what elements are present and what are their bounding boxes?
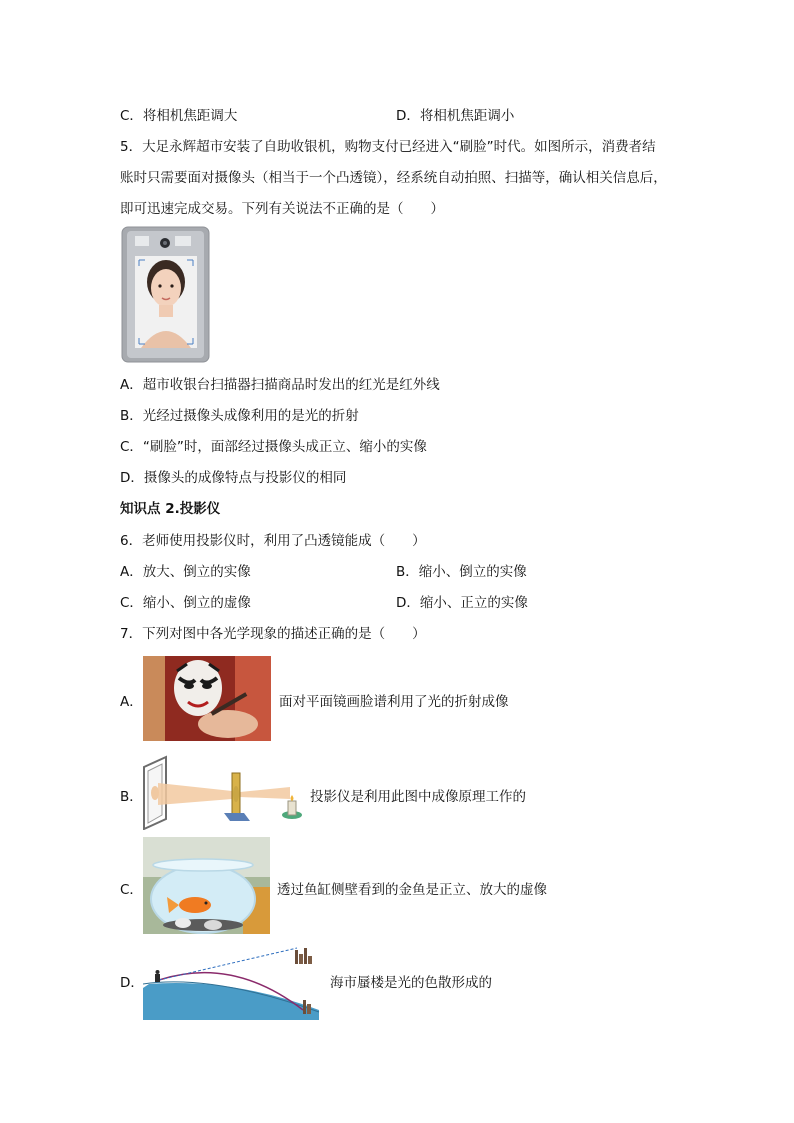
mirage-diagram-image [143,944,321,1020]
q7-d-label: D． [120,975,144,991]
q5-option-d: D．摄像头的成像特点与投影仪的相同 [120,470,347,486]
goldfish-bowl-image [143,837,270,934]
face-painting-image [143,656,271,741]
q5-stem-line1: 5．大足永辉超市安装了自助收银机，购物支付已经进入“刷脸”时代。如图所示，消费者结 [120,139,656,155]
q5-option-c: C．“刷脸”时，面部经过摄像头成正立、缩小的实像 [120,439,427,455]
q6-stem: 6．老师使用投影仪时，利用了凸透镜能成（ ） [120,533,426,549]
q7-b-text: 投影仪是利用此图中成像原理工作的 [310,789,526,805]
q4-option-c: C．将相机焦距调大 [120,108,238,124]
section-title: 知识点 2.投影仪 [120,501,221,517]
q4-option-d: D．将相机焦距调小 [396,108,515,124]
q5-option-a: A．超市收银台扫描器扫描商品时发出的红光是红外线 [120,377,440,393]
q7-d-text: 海市蜃楼是光的色散形成的 [330,975,492,991]
face-recognition-terminal-image [121,226,210,363]
q5-stem-line3: 即可迅速完成交易。下列有关说法不正确的是（ ） [120,201,444,217]
q6-option-d: D．缩小、正立的实像 [396,595,528,611]
projector-diagram-image [140,755,305,830]
q7-b-label: B． [120,789,143,805]
q6-option-c: C．缩小、倒立的虚像 [120,595,251,611]
q6-option-a: A．放大、倒立的实像 [120,564,251,580]
q7-stem: 7．下列对图中各光学现象的描述正确的是（ ） [120,626,426,642]
q5-option-b: B．光经过摄像头成像利用的是光的折射 [120,408,359,424]
q7-c-text: 透过鱼缸侧壁看到的金鱼是正立、放大的虚像 [277,882,547,898]
q6-option-b: B．缩小、倒立的实像 [396,564,527,580]
q7-c-label: C． [120,882,143,898]
q7-a-label: A． [120,694,143,710]
q5-stem-line2: 账时只需要面对摄像头（相当于一个凸透镜），经系统自动拍照、扫描等，确认相关信息后， [120,170,667,186]
q7-a-text: 面对平面镜画脸谱利用了光的折射成像 [279,694,509,710]
